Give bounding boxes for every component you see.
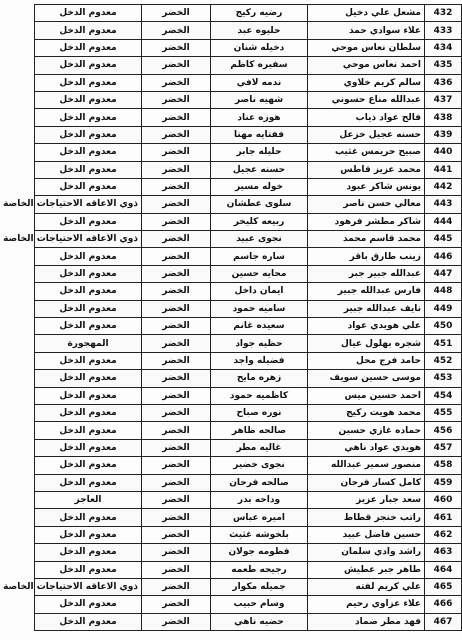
row-number-cell: 439 — [425, 126, 462, 143]
table-row — [35, 39, 462, 56]
table-row — [35, 248, 462, 265]
full-name-cell: فالح عواد ذياب — [308, 109, 425, 126]
table-row — [35, 144, 462, 161]
row-number-cell: 460 — [425, 491, 462, 508]
full-name-cell: معالي حسن ناصر — [308, 196, 425, 213]
full-name-cell: سعد جبار عزيز — [308, 491, 425, 508]
full-name-cell: حسنه عجيل خزعل — [308, 126, 425, 143]
row-number-cell: 452 — [425, 352, 462, 369]
row-number-cell: 438 — [425, 109, 462, 126]
table-row — [35, 544, 462, 561]
full-name-cell: علي كريم لفته — [308, 578, 425, 595]
table-row — [35, 300, 462, 317]
mother-name-cell: فطومه جولان — [211, 544, 308, 561]
row-number-cell: 441 — [425, 161, 462, 178]
row-number-cell: 442 — [425, 178, 462, 195]
table-row — [35, 457, 462, 474]
table-row — [35, 370, 462, 387]
full-name-cell: زينب طارق باقر — [308, 248, 425, 265]
mother-name-cell: وداحه بدر — [211, 491, 308, 508]
area-cell: الخضر — [142, 370, 211, 387]
mother-name-cell: حليله جابر — [211, 144, 308, 161]
category-cell: المهجورة — [35, 335, 142, 352]
table-row — [35, 387, 462, 404]
full-name-cell: شاكر مطشر فرهود — [308, 213, 425, 230]
mother-name-cell: نوره صباح — [211, 404, 308, 421]
table-row — [35, 578, 462, 595]
area-cell: الخضر — [142, 526, 211, 543]
category-cell: معدوم الدخل — [35, 561, 142, 578]
table-row — [35, 91, 462, 108]
mother-name-cell: ساره جاسم — [211, 248, 308, 265]
row-number-cell: 449 — [425, 300, 462, 317]
full-name-cell: حامد فرج محل — [308, 352, 425, 369]
category-cell: معدوم الدخل — [35, 457, 142, 474]
row-number-cell: 457 — [425, 439, 462, 456]
category-cell: معدوم الدخل — [35, 404, 142, 421]
area-cell: الخضر — [142, 561, 211, 578]
table-row — [35, 613, 462, 630]
area-cell: الخضر — [142, 161, 211, 178]
row-number-cell: 455 — [425, 404, 462, 421]
category-cell: معدوم الدخل — [35, 161, 142, 178]
table-row — [35, 283, 462, 300]
table-row — [35, 509, 462, 526]
mother-name-cell: خوله مسير — [211, 178, 308, 195]
area-cell: الخضر — [142, 439, 211, 456]
category-cell: العاجز — [35, 491, 142, 508]
category-cell: معدوم الدخل — [35, 613, 142, 630]
full-name-cell: فهد مطر ضماد — [308, 613, 425, 630]
area-cell: الخضر — [142, 91, 211, 108]
table-row — [35, 561, 462, 578]
category-cell: ذوي الاعاقه الاحتياجات الخاصة — [35, 231, 142, 248]
mother-name-cell: كاظميه حمود — [211, 387, 308, 404]
mother-name-cell: شهيه ناصر — [211, 91, 308, 108]
row-number-cell: 434 — [425, 39, 462, 56]
category-cell: معدوم الدخل — [35, 109, 142, 126]
mother-name-cell: زهره مايح — [211, 370, 308, 387]
table-row — [35, 474, 462, 491]
row-number-cell: 447 — [425, 265, 462, 282]
mother-name-cell: رجيحه طعمه — [211, 561, 308, 578]
area-cell: الخضر — [142, 491, 211, 508]
area-cell: الخضر — [142, 126, 211, 143]
table-row — [35, 352, 462, 369]
table-row — [35, 231, 462, 248]
row-number-cell: 432 — [425, 5, 462, 22]
table-row — [35, 265, 462, 282]
full-name-cell: مشعل علي دخيل — [308, 5, 425, 22]
mother-name-cell: رضيه ركيج — [211, 5, 308, 22]
roster-body — [3, 5, 462, 631]
mother-name-cell: هوزه عناد — [211, 109, 308, 126]
area-cell: الخضر — [142, 422, 211, 439]
table-row — [35, 126, 462, 143]
category-cell: ذوي الاعاقه الاحتياجات الخاصة — [35, 196, 142, 213]
row-number-cell: 466 — [425, 596, 462, 613]
full-name-cell: محمد قاسم محمد — [308, 231, 425, 248]
full-name-cell: منصور سمير عبدالله — [308, 457, 425, 474]
row-number-cell: 440 — [425, 144, 462, 161]
area-cell: الخضر — [142, 352, 211, 369]
area-cell: الخضر — [142, 57, 211, 74]
category-cell: معدوم الدخل — [35, 422, 142, 439]
full-name-cell: علي هويدي عواد — [308, 318, 425, 335]
area-cell: الخضر — [142, 265, 211, 282]
full-name-cell: طاهر جبر عطيش — [308, 561, 425, 578]
area-cell: الخضر — [142, 300, 211, 317]
category-cell: معدوم الدخل — [35, 74, 142, 91]
area-cell: الخضر — [142, 578, 211, 595]
area-cell: الخضر — [142, 283, 211, 300]
area-cell: الخضر — [142, 213, 211, 230]
mother-name-cell: جميله مكوار — [211, 578, 308, 595]
category-cell: معدوم الدخل — [35, 509, 142, 526]
table-row — [35, 109, 462, 126]
table-row — [35, 74, 462, 91]
full-name-cell: احمد نعاس موحي — [308, 57, 425, 74]
category-cell: معدوم الدخل — [35, 144, 142, 161]
full-name-cell: حماده غازي حسين — [308, 422, 425, 439]
mother-name-cell: ندمه لافي — [211, 74, 308, 91]
area-cell: الخضر — [142, 596, 211, 613]
area-cell: الخضر — [142, 387, 211, 404]
category-cell: معدوم الدخل — [35, 57, 142, 74]
table-row — [35, 5, 462, 22]
table-row — [35, 22, 462, 39]
category-cell: معدوم الدخل — [35, 126, 142, 143]
category-cell: معدوم الدخل — [35, 248, 142, 265]
table-row — [35, 596, 462, 613]
row-number-cell: 445 — [425, 231, 462, 248]
mother-name-cell: غاليه مطر — [211, 439, 308, 456]
category-cell: معدوم الدخل — [35, 283, 142, 300]
row-number-cell: 461 — [425, 509, 462, 526]
row-number-cell: 450 — [425, 318, 462, 335]
mother-name-cell: وسام حبيب — [211, 596, 308, 613]
mother-name-cell: صالحه فرحان — [211, 474, 308, 491]
category-cell: معدوم الدخل — [35, 439, 142, 456]
category-cell: معدوم الدخل — [35, 596, 142, 613]
mother-name-cell: صالحه ظاهر — [211, 422, 308, 439]
full-name-cell: محمد هويت ركيج — [308, 404, 425, 421]
category-cell: معدوم الدخل — [35, 265, 142, 282]
mother-name-cell: نجوى خضير — [211, 457, 308, 474]
row-number-cell: 436 — [425, 74, 462, 91]
full-name-cell: كامل كسار فرحان — [308, 474, 425, 491]
full-name-cell: هويدي عواد ناهي — [308, 439, 425, 456]
full-name-cell: عبدالله مناع حسوني — [308, 91, 425, 108]
row-number-cell: 454 — [425, 387, 462, 404]
table-row — [35, 196, 462, 213]
row-number-cell: 458 — [425, 457, 462, 474]
table-row — [35, 178, 462, 195]
full-name-cell: راشد وادي سلمان — [308, 544, 425, 561]
area-cell: الخضر — [142, 544, 211, 561]
mother-name-cell: سفيره كاظم — [211, 57, 308, 74]
row-number-cell: 443 — [425, 196, 462, 213]
row-number-cell: 465 — [425, 578, 462, 595]
mother-name-cell: فضيله واجد — [211, 352, 308, 369]
category-cell: معدوم الدخل — [35, 474, 142, 491]
category-cell: معدوم الدخل — [35, 300, 142, 317]
area-cell: الخضر — [142, 39, 211, 56]
category-cell: معدوم الدخل — [35, 544, 142, 561]
full-name-cell: صبيح حريمس غثيب — [308, 144, 425, 161]
full-name-cell: يونس شاكر عبود — [308, 178, 425, 195]
category-cell: معدوم الدخل — [35, 178, 142, 195]
mother-name-cell: محايه حسين — [211, 265, 308, 282]
mother-name-cell: ايمان داخل — [211, 283, 308, 300]
mother-name-cell: ففتايه مهنا — [211, 126, 308, 143]
full-name-cell: سلطان نعاس موحي — [308, 39, 425, 56]
category-cell: معدوم الدخل — [35, 39, 142, 56]
category-cell: معدوم الدخل — [35, 5, 142, 22]
area-cell: الخضر — [142, 196, 211, 213]
category-cell: معدوم الدخل — [35, 526, 142, 543]
mother-name-cell: حظيه جواد — [211, 335, 308, 352]
row-number-cell: 459 — [425, 474, 462, 491]
category-cell: معدوم الدخل — [35, 318, 142, 335]
row-number-cell: 433 — [425, 22, 462, 39]
mother-name-cell: حليوه عبد — [211, 22, 308, 39]
area-cell: الخضر — [142, 404, 211, 421]
full-name-cell: حسين فاضل عبيد — [308, 526, 425, 543]
table-row — [35, 161, 462, 178]
row-number-cell: 446 — [425, 248, 462, 265]
row-number-cell: 464 — [425, 561, 462, 578]
table-row — [35, 318, 462, 335]
area-cell: الخضر — [142, 509, 211, 526]
category-cell: معدوم الدخل — [35, 387, 142, 404]
full-name-cell: نايف عبدالله جبير — [308, 300, 425, 317]
row-number-cell: 444 — [425, 213, 462, 230]
mother-name-cell: حضيه ناهي — [211, 613, 308, 630]
area-cell: الخضر — [142, 74, 211, 91]
full-name-cell: علاء عزاوي رحيم — [308, 596, 425, 613]
area-cell: الخضر — [142, 318, 211, 335]
full-name-cell: عبدالله جبير جبر — [308, 265, 425, 282]
category-cell: معدوم الدخل — [35, 91, 142, 108]
category-cell: معدوم الدخل — [35, 352, 142, 369]
mother-name-cell: حسنه عجيل — [211, 161, 308, 178]
mother-name-cell: اميره عباس — [211, 509, 308, 526]
area-cell: الخضر — [142, 22, 211, 39]
category-cell: معدوم الدخل — [35, 213, 142, 230]
table-row — [35, 439, 462, 456]
row-number-cell: 435 — [425, 57, 462, 74]
category-cell: معدوم الدخل — [35, 370, 142, 387]
area-cell: الخضر — [142, 248, 211, 265]
row-number-cell: 462 — [425, 526, 462, 543]
row-number-cell: 453 — [425, 370, 462, 387]
row-number-cell: 448 — [425, 283, 462, 300]
mother-name-cell: نجوى عبيد — [211, 231, 308, 248]
area-cell: الخضر — [142, 109, 211, 126]
table-row — [35, 213, 462, 230]
category-cell: معدوم الدخل — [35, 22, 142, 39]
full-name-cell: شجره بهلول عيال — [308, 335, 425, 352]
row-number-cell: 467 — [425, 613, 462, 630]
mother-name-cell: سعيده غانم — [211, 318, 308, 335]
category-cell: ذوي الاعاقه الاحتياجات الخاصة — [35, 578, 142, 595]
area-cell: الخضر — [142, 613, 211, 630]
area-cell: الخضر — [142, 231, 211, 248]
table-row — [35, 335, 462, 352]
area-cell: الخضر — [142, 144, 211, 161]
row-number-cell: 451 — [425, 335, 462, 352]
table-row — [35, 491, 462, 508]
full-name-cell: محمد عزيز قاطس — [308, 161, 425, 178]
full-name-cell: راتب خنجر قطاط — [308, 509, 425, 526]
area-cell: الخضر — [142, 474, 211, 491]
full-name-cell: احمد حسين ميس — [308, 387, 425, 404]
mother-name-cell: ربيعه كليخر — [211, 213, 308, 230]
full-name-cell: فارس عبدالله جبير — [308, 283, 425, 300]
table-row — [35, 526, 462, 543]
table-row — [35, 422, 462, 439]
area-cell: الخضر — [142, 5, 211, 22]
full-name-cell: علاء سوادي حمد — [308, 22, 425, 39]
roster-table — [3, 4, 462, 631]
mother-name-cell: بلخوشه غثيث — [211, 526, 308, 543]
row-number-cell: 456 — [425, 422, 462, 439]
full-name-cell: سالم كريم خلاوي — [308, 74, 425, 91]
full-name-cell: موسى حسين سويف — [308, 370, 425, 387]
area-cell: الخضر — [142, 178, 211, 195]
area-cell: الخضر — [142, 335, 211, 352]
table-row — [35, 57, 462, 74]
row-number-cell: 437 — [425, 91, 462, 108]
area-cell: الخضر — [142, 457, 211, 474]
table-row — [35, 404, 462, 421]
mother-name-cell: ساميه حمود — [211, 300, 308, 317]
mother-name-cell: دخيله شنان — [211, 39, 308, 56]
row-number-cell: 463 — [425, 544, 462, 561]
mother-name-cell: سلوى عطشان — [211, 196, 308, 213]
